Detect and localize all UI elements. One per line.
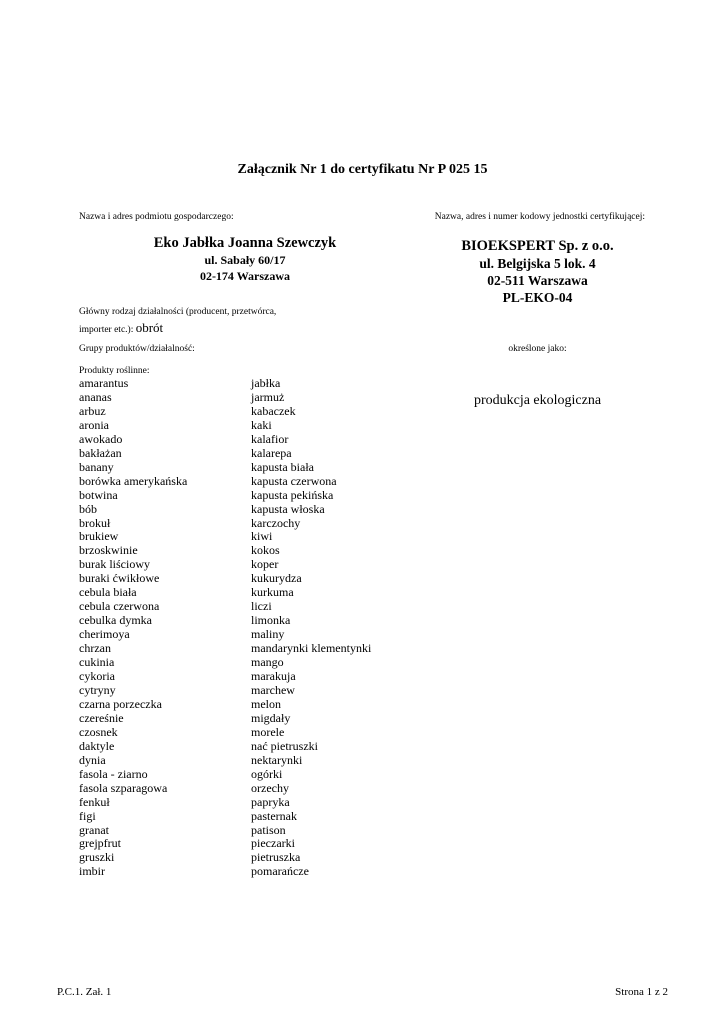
product-item: cebulka dymka xyxy=(79,613,152,628)
product-item: kalarepa xyxy=(251,445,292,460)
activity-value: obrót xyxy=(135,320,164,335)
footer-left: P.C.1. Zał. 1 xyxy=(57,986,112,998)
product-item: kokos xyxy=(251,543,280,558)
product-item: kukurydza xyxy=(251,571,302,586)
product-item: fasola - ziarno xyxy=(79,766,148,781)
product-item: morele xyxy=(251,724,285,739)
product-item: grejpfrut xyxy=(79,836,121,851)
product-item: brzoskwinie xyxy=(79,543,138,558)
product-item: kalafior xyxy=(251,431,289,446)
certifier-street: ul. Belgijska 5 lok. 4 xyxy=(479,256,596,271)
operator-block xyxy=(120,234,370,284)
product-item: koper xyxy=(251,557,279,572)
activity-block xyxy=(79,304,299,338)
product-item: kiwi xyxy=(251,529,273,544)
product-item: migdały xyxy=(251,710,291,725)
product-item: fasola szparagowa xyxy=(79,780,168,795)
product-item: nektarynki xyxy=(251,752,303,767)
product-item: czosnek xyxy=(79,724,118,739)
products-column-1 xyxy=(79,377,187,879)
activity-label-line2 xyxy=(79,320,299,338)
product-item: papryka xyxy=(251,794,290,809)
product-item: brukiew xyxy=(79,529,119,544)
product-item: cebula czerwona xyxy=(79,599,160,614)
product-item: czereśnie xyxy=(79,710,124,725)
product-item: awokado xyxy=(79,431,123,446)
operator-street: ul. Sabały 60/17 xyxy=(204,253,286,267)
product-item: liczi xyxy=(251,599,272,614)
product-item: nać pietruszki xyxy=(251,738,318,753)
product-item: kurkuma xyxy=(251,585,294,600)
operator-name: Eko Jabłka Joanna Szewczyk xyxy=(153,235,337,251)
operator-city: 02-174 Warszawa xyxy=(199,269,291,283)
product-item: marakuja xyxy=(251,669,296,684)
product-item: jabłka xyxy=(251,376,281,390)
activity-label-line2-text: importer etc.): xyxy=(79,325,134,335)
product-item: granat xyxy=(79,822,109,837)
products-column-2 xyxy=(251,377,371,879)
product-item: brokuł xyxy=(79,515,111,530)
product-item: kapusta pekińska xyxy=(251,487,334,502)
product-item: kapusta czerwona xyxy=(251,473,337,488)
product-item: melon xyxy=(251,696,281,711)
certifier-block xyxy=(440,237,635,306)
product-item: gruszki xyxy=(79,850,115,865)
product-item: banany xyxy=(79,459,114,474)
product-item: burak liściowy xyxy=(79,557,150,572)
certifier-code: PL-EKO-04 xyxy=(502,290,573,305)
product-item: kapusta biała xyxy=(251,459,314,474)
footer-right: Strona 1 z 2 xyxy=(615,986,668,998)
groups-label: Grupy produktów/działalność: xyxy=(79,344,195,354)
activity-label-line1: Główny rodzaj działalności (producent, przetwórca, xyxy=(79,307,277,317)
product-item: figi xyxy=(79,808,96,823)
product-item: czarna porzeczka xyxy=(79,696,162,711)
product-item: arbuz xyxy=(79,403,106,418)
product-item: aronia xyxy=(79,417,109,432)
product-item: marchew xyxy=(251,682,295,697)
product-item: pieczarki xyxy=(251,836,295,851)
product-item: patison xyxy=(251,822,286,837)
product-item: pasternak xyxy=(251,808,297,823)
product-item: cebula biała xyxy=(79,585,137,600)
products-label: Produkty roślinne: xyxy=(79,366,150,376)
product-item: buraki ćwikłowe xyxy=(79,571,160,586)
defined-label: określone jako: xyxy=(508,344,567,354)
product-item: pietruszka xyxy=(251,850,301,865)
certification-type: produkcja ekologiczna xyxy=(473,393,602,408)
product-item: maliny xyxy=(251,627,285,642)
product-item: ogórki xyxy=(251,766,283,781)
product-item: kaki xyxy=(251,417,272,432)
product-item: borówka amerykańska xyxy=(79,473,188,488)
product-item: amarantus xyxy=(79,376,129,390)
product-item: imbir xyxy=(79,864,105,879)
product-item: kapusta włoska xyxy=(251,501,325,516)
certifier-label: Nazwa, adres i numer kodowy jednostki certyfikującej: xyxy=(434,212,645,222)
product-item: cytryny xyxy=(79,682,116,697)
product-item: cykoria xyxy=(79,669,115,684)
certifier-city: 02-511 Warszawa xyxy=(487,273,588,288)
product-item: jarmuż xyxy=(251,389,285,404)
product-item: chrzan xyxy=(79,641,111,656)
certifier-name: BIOEKSPERT Sp. z o.o. xyxy=(461,238,614,254)
product-item: mango xyxy=(251,655,284,670)
operator-label: Nazwa i adres podmiotu gospodarczego: xyxy=(79,212,234,222)
product-item: bób xyxy=(79,501,97,516)
product-item: karczochy xyxy=(251,515,301,530)
product-item: ananas xyxy=(79,389,112,404)
product-item: cukinia xyxy=(79,655,115,670)
product-item: limonka xyxy=(251,613,291,628)
product-item: daktyle xyxy=(79,738,115,753)
product-item: dynia xyxy=(79,752,106,767)
product-item: cherimoya xyxy=(79,627,130,642)
product-item: orzechy xyxy=(251,780,289,795)
document-title: Załącznik Nr 1 do certyfikatu Nr P 025 15 xyxy=(237,162,488,177)
product-item: mandarynki klementynki xyxy=(251,641,372,656)
product-item: fenkuł xyxy=(79,794,110,809)
product-item: bakłażan xyxy=(79,445,122,460)
product-item: botwina xyxy=(79,487,118,502)
product-item: pomarańcze xyxy=(251,864,309,879)
product-item: kabaczek xyxy=(251,403,296,418)
